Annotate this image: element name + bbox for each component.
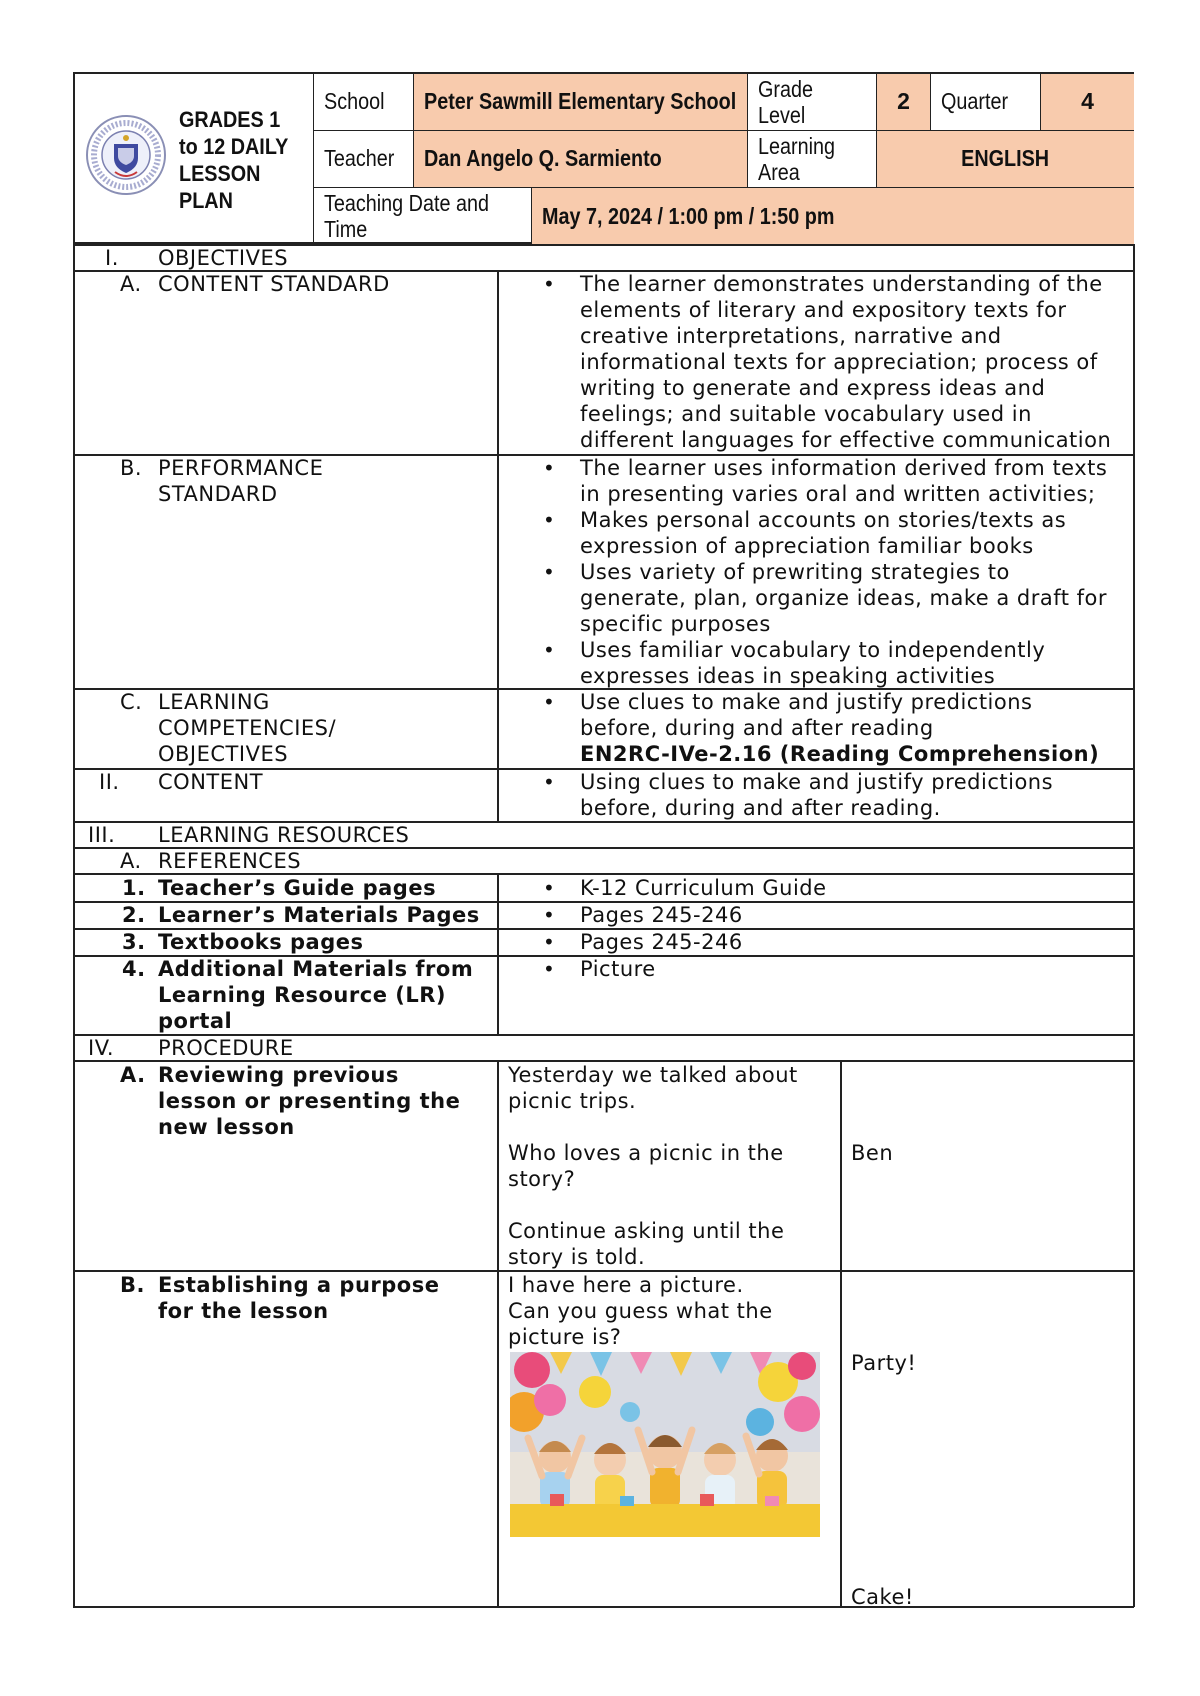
- grade-level-label: Grade Level: [747, 73, 876, 130]
- bullet-icon: •: [543, 876, 555, 900]
- resources-heading: LEARNING RESOURCES: [158, 823, 410, 847]
- bullet-icon: •: [543, 560, 555, 584]
- lesson-plan-page: GRADES 1 to 12 DAILY LESSON PLAN School Peter Sawmill Elementary School Grade Level 2 Quarter 4 Teacher Dan Angelo Q. Sarmiento Learning Area ENGLISH Teaching Date and Time May 7, 2024 / 1:00 pm / 1:50 pm I. OBJECTIVES A. CONTENT STANDARD • The learner demonstrates understanding of the elements of literary and expository texts for creative interpretations, narrative and informational texts for appreciation; process of writing to generate and express ideas and feelings; and suitable vocabulary used in different languages for effective communication B. PERFORMANCE STANDARD • The learner uses information derived from texts in presenting varies oral and written activities; • Makes personal accounts on stories/texts as expression of appreciation familiar books • Uses variety of prewriting strategies to generate, plan, organize ideas, make a draft for specific purposes • Uses familiar vocabulary to independently expresses ideas in speaking activities C. LEARNING COMPETENCIES/ OBJECTIVES • Use clues to make and justify predictions before, during and after reading EN2RC-IVe-2.16 (Reading Comprehension) II. CONTENT • Using clues to make and justify predictions before, during and after reading. III. LEARNING RESOURCES A. REFERENCES 1. Teacher’s Guide pages • K-12 Curriculum Guide 2. Learner’s Materials Pages • Pages 245-246 3. Textbooks pages • Pages 245-246 4. Additional Materials from Learning Resource (LR) portal • Picture IV. PROCEDURE A. Reviewing previous lesson or presenting the new lesson Yesterday we talked about picnic trips. Who loves a picnic in the story? Continue asking until the story is told. Ben B. Establishing a purpose for the lesson I have here a picture. Can you guess what the picture is? Party! Cake!: [0, 0, 1200, 1696]
- resources-number: III.: [88, 823, 116, 847]
- bullet-icon: •: [543, 456, 555, 480]
- plan-title: GRADES 1 to 12 DAILY LESSON PLAN: [179, 107, 289, 213]
- party-photo: [510, 1352, 820, 1537]
- content-standard-letter: A.: [120, 272, 142, 296]
- procedure-number: IV.: [88, 1036, 115, 1060]
- performance-standard-letter: B.: [120, 456, 143, 480]
- objectives-number: I.: [105, 246, 119, 270]
- deped-seal-icon: [85, 114, 167, 196]
- bullet-icon: •: [543, 508, 555, 532]
- bullet-icon: •: [543, 903, 555, 927]
- bullet-icon: •: [543, 957, 555, 981]
- bullet-icon: •: [543, 638, 555, 662]
- school-value: Peter Sawmill Elementary School: [413, 73, 747, 130]
- learning-area-value: ENGLISH: [876, 130, 1134, 187]
- references-label: REFERENCES: [158, 849, 302, 873]
- quarter-label: Quarter: [930, 73, 1040, 130]
- grade-level-value: 2: [876, 73, 930, 130]
- bullet-icon: •: [543, 770, 555, 794]
- teaching-date-label: Teaching Date and Time: [313, 187, 531, 245]
- procedure-heading: PROCEDURE: [158, 1036, 294, 1060]
- learning-area-label: Learning Area: [747, 130, 876, 187]
- content-number: II.: [99, 770, 120, 794]
- content-heading: CONTENT: [158, 770, 264, 794]
- references-letter: A.: [120, 849, 142, 873]
- learner-answer: Ben: [851, 1141, 894, 1165]
- competencies-letter: C.: [120, 690, 143, 714]
- learner-answer: Cake!: [851, 1585, 914, 1609]
- quarter-value: 4: [1040, 73, 1134, 130]
- bullet-icon: •: [543, 272, 555, 296]
- teacher-label: Teacher: [313, 130, 413, 187]
- teacher-value: Dan Angelo Q. Sarmiento: [413, 130, 747, 187]
- content-standard-label: CONTENT STANDARD: [158, 272, 390, 296]
- competency-code: EN2RC-IVe-2.16 (Reading Comprehension): [580, 742, 1100, 766]
- teaching-date-value: May 7, 2024 / 1:00 pm / 1:50 pm: [531, 187, 1134, 245]
- header-table: [73, 72, 1134, 244]
- objectives-heading: OBJECTIVES: [158, 246, 289, 270]
- bullet-icon: •: [543, 690, 555, 714]
- bullet-icon: •: [543, 930, 555, 954]
- learner-answer: Party!: [851, 1351, 917, 1375]
- school-label: School: [313, 73, 413, 130]
